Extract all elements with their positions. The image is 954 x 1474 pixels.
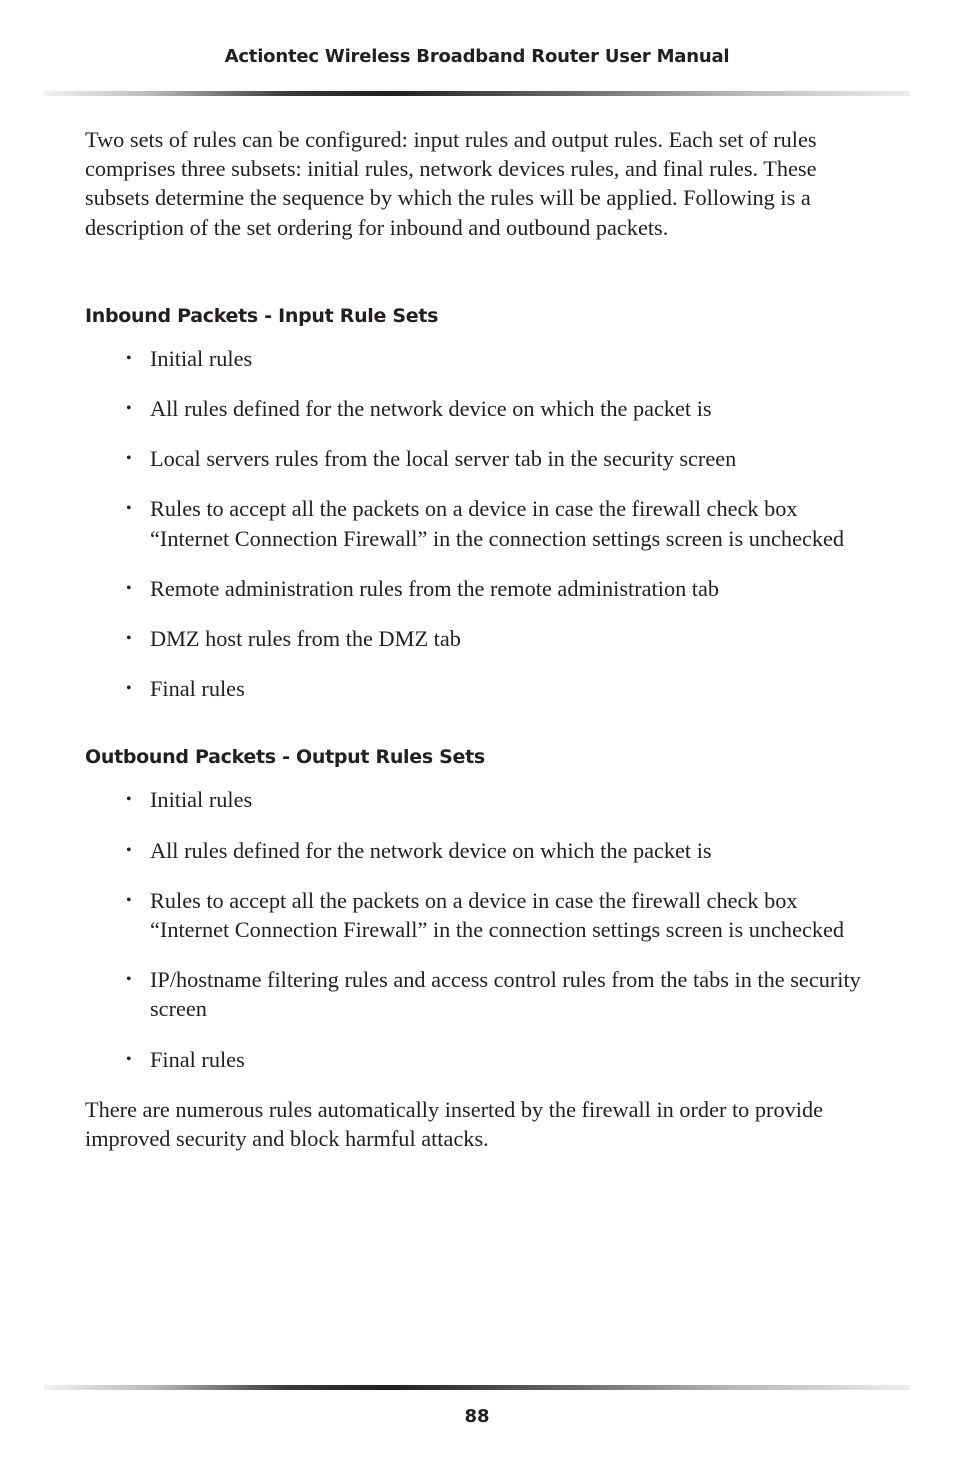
page-number: 88 <box>464 1406 490 1427</box>
outbound-heading: Outbound Packets - Output Rules Sets <box>85 746 485 769</box>
outbound-rule-list <box>85 785 875 1073</box>
page-content <box>85 125 875 1153</box>
header-divider <box>44 91 910 96</box>
list-item: • Initial rules <box>85 785 875 814</box>
bullet-icon: • <box>126 500 132 518</box>
inbound-heading: Inbound Packets - Input Rule Sets <box>85 304 439 327</box>
list-item: • Local servers rules from the local server tab in the security screen <box>85 444 875 473</box>
bullet-icon: • <box>126 450 132 468</box>
bullet-icon: • <box>126 349 132 367</box>
inbound-section <box>85 304 875 704</box>
bullet-icon: • <box>126 891 132 909</box>
inbound-rule-list <box>85 344 875 704</box>
list-item: • DMZ host rules from the DMZ tab <box>85 624 875 653</box>
list-item: • Final rules <box>85 1045 875 1074</box>
outbound-section <box>85 745 875 1073</box>
bullet-icon: • <box>126 791 132 809</box>
bullet-icon: • <box>126 841 132 859</box>
bullet-icon: • <box>126 680 132 698</box>
list-item: • Rules to accept all the packets on a device in case the firewall check box “Internet Connection Firewall” in the connection settings screen is unchecked <box>126 496 845 551</box>
intro-paragraph: Two sets of rules can be configured: input rules and output rules. Each set of rules comprises three subsets: initial rules, network devices rules, and final rules. These subsets determine the sequence by which the rules will be applied. Following is a description of the set ordering for inbound and outbound packets. <box>85 127 817 240</box>
list-item: • Remote administration rules from the remote administration tab <box>85 574 875 603</box>
list-item: • All rules defined for the network device on which the packet is <box>85 836 875 865</box>
list-item: • Initial rules <box>85 344 875 373</box>
bullet-icon: • <box>126 630 132 648</box>
list-item: • Final rules <box>85 674 875 703</box>
list-item: • IP/hostname filtering rules and access control rules from the tabs in the security screen <box>126 967 861 1022</box>
manual-title: Actiontec Wireless Broadband Router User Manual <box>224 46 730 67</box>
closing-paragraph: There are numerous rules automatically inserted by the firewall in order to provide improved security and block harmful attacks. <box>85 1096 824 1152</box>
list-item: • All rules defined for the network device on which the packet is <box>85 394 875 423</box>
bullet-icon: • <box>126 400 132 418</box>
list-item: • Rules to accept all the packets on a device in case the firewall check box “Internet Connection Firewall” in the connection settings screen is unchecked <box>126 887 845 943</box>
footer-divider <box>44 1385 910 1390</box>
bullet-icon: • <box>126 579 132 597</box>
bullet-icon: • <box>126 971 132 989</box>
bullet-icon: • <box>126 1050 132 1068</box>
